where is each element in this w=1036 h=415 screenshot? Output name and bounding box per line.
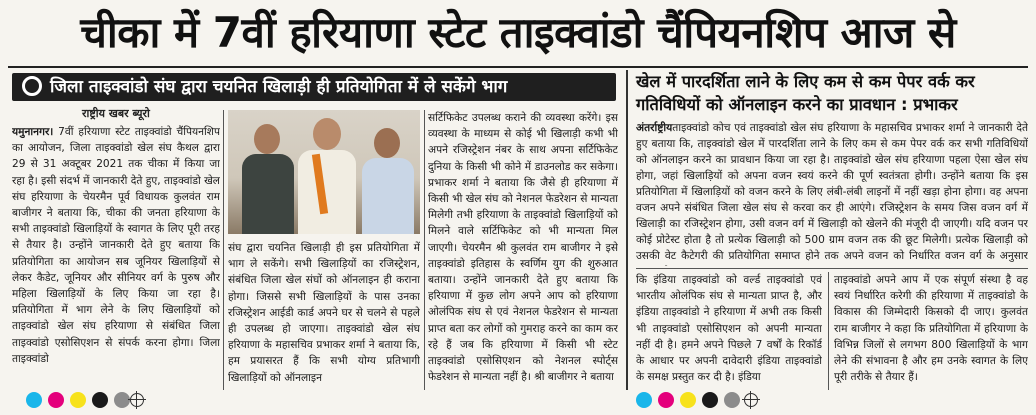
column-6-text: ताइक्वांडो अपने आप में एक संपूर्ण संस्था है वह स्वयं निर्धारित करेगी की हरियाणा में ताइक्वांडो के विकास की जिम्मेदारी किसको दी जाए। कुलवंत राम बाजीगर ने कहा कि प्रतियोगिता में हरियाणा के विभिन्न जिलों से लगभग 800 खिलाड़ियों के भाग लेने की संभावना है और हम उनके स्वागत के लिए पूरी तरीके से तैयार हैं। xyxy=(834,274,1028,384)
article-column-5 xyxy=(636,272,822,390)
article-column-3 xyxy=(428,110,618,390)
subheadline: जिला ताइक्वांडो संघ द्वारा चयनित खिलाड़ी ही प्रतियोगिता में ले सकेंगे भाग xyxy=(50,77,508,97)
photo-person-right xyxy=(362,128,414,234)
column-1-text: 7वीं हरियाणा स्टेट ताइक्वांडो चैंपियनशिप का आयोजन, जिला ताइक्वांडो खेल संघ कैथल द्वारा 29 से 31 अक्टूबर 2021 तक चीका में किया जा रहा है। इसी संदर्भ में जानकारी देते हुए, ताइक्वांडो खेल संघ हरियाणा के चेयरमैन पूर्व विधायक कुलवंत राम बाजीगर ने बताया कि, चीका की जनता हरियाणा के सभी ताइक्वांडो खिलाड़ियों के स्वागत के लिए पूरी तरह से तैयार है। उन्होंने जानकारी देते हुए बताया कि प्रतियोगिता का आयोजन सब जूनियर खिलाड़ियों से लेकर कैडेट, जूनियर और सीनियर वर्ग के पुरुष और महिला खिलाड़ियों के लिए किया जा रहा है। प्रतियोगिता में भाग लेने के लिए खिलाड़ियों को ताइक्वांडो खेल संघ हरियाणा से संबंधित जिला ताइक्वांडो एसोसिएशन से संपर्क करना होगा। जिला ताइक्वांडो xyxy=(12,126,220,365)
magenta-swatch xyxy=(658,392,674,408)
magenta-swatch xyxy=(48,392,64,408)
article-column-1 xyxy=(12,124,220,386)
right-lead-paragraph xyxy=(636,120,1028,266)
black-swatch xyxy=(92,392,108,408)
registration-mark-icon xyxy=(744,393,758,407)
cyan-swatch xyxy=(26,392,42,408)
right-lead-text: ताइक्वांडो कोच एवं ताइक्वांडो खेल संघ हरियाणा के महासचिव प्रभाकर शर्मा ने जानकारी देते हुए बताया कि, ताइक्वांडो खेल में पारदर्शिता लाने के लिए कम से कम पेपर वर्क कर सभी गतिविधियों को ऑनलाइन करने का प्रावधान किया जा रहा है। ताइक्वांडो खेल संघ हरियाणा पहला ऐसा खेल संघ होगा, जहां खिलाड़ियों को अपना वजन स्वयं करने की पूर्ण स्वतंत्रता होगी। उन्होंने बताया कि इस प्रतियोगिता में खिलाड़ियों को वजन करने के लिए लंबी-लंबी लाइनों में नहीं खड़ा होना होगा। वह अपना वजन अपने संबंधित जिला खेल संघ से करवा कर ही आएंगे। रजिस्ट्रेशन के समय जिस वजन वर्ग में खिलाड़ी का रजिस्ट्रेशन होगा, उसी वजन वर्ग में खिलाड़ी को खेलने की मंजूरी दी जाएगी। यदि वजन पर कोई प्रोटेस्ट होता है तो प्रत्येक खिलाड़ी को 500 ग्राम वजन तक की छूट मिलेगी। प्रत्येक खिलाड़ी को उसकी वेट कैटेगरी की प्रतियोगिता समाप्त होने तक अपने वजन को निर्धारित वजन वर्ग के अनुसार xyxy=(636,122,1028,262)
article-column-6 xyxy=(834,272,1028,390)
yellow-swatch xyxy=(680,392,696,408)
column-divider xyxy=(828,272,829,390)
subheadline-bar xyxy=(12,73,616,101)
news-photo xyxy=(228,110,420,234)
column-divider xyxy=(223,110,224,390)
right-dateline: अंतर्राष्ट्रीय xyxy=(636,122,673,134)
section-divider xyxy=(626,70,628,390)
gray-swatch xyxy=(724,392,740,408)
right-headline: खेल में पारदर्शिता लाने के लिए कम से कम पेपर वर्क कर गतिविधियों को ऑनलाइन करने का प्रावधान : प्रभाकर xyxy=(636,72,975,114)
yellow-swatch xyxy=(70,392,86,408)
column-5-text: कि इंडिया ताइक्वांडो को वर्ल्ड ताइक्वांडो एवं भारतीय ओलंपिक संघ से मान्यता प्राप्त है, और इंडिया ताइक्वांडो ने हरियाणा में अभी तक किसी भी ताइक्वांडो एसोसिएशन को अपनी मान्यता नहीं दी है। हमने अपने पिछले 7 वर्षों के रिकॉर्ड के आधार पर अपनी दावेदारी इंडिया ताइक्वांडो के समक्ष प्रस्तुत कर दी है। इंडिया xyxy=(636,274,822,384)
column-divider xyxy=(424,110,425,390)
gray-swatch xyxy=(114,392,130,408)
dateline: यमुनानगर। xyxy=(12,126,54,138)
headline: चीका में 7वीं हरियाणा स्टेट ताइक्वांडो चैंपियनशिप आज से xyxy=(80,8,956,57)
photo-person-left xyxy=(242,124,294,234)
photo-person-center xyxy=(298,118,356,234)
registration-mark-icon xyxy=(130,393,144,407)
print-color-bar-left xyxy=(26,392,136,408)
bullet-circle-icon xyxy=(22,76,42,96)
cyan-swatch xyxy=(636,392,652,408)
bureau-credit: राष्ट्रीय खबर ब्यूरो xyxy=(82,107,150,120)
column-3-text: सर्टिफिकेट उपलब्ध कराने की व्यवस्था करेंगे। इस व्यवस्था के माध्यम से कोई भी खिलाड़ी कभी भी अपने रजिस्ट्रेशन नंबर के साथ अपना सर्टिफिकेट दुनिया के किसी भी कोने में डाउनलोड कर सकेगा। प्रभाकर शर्मा ने बताया कि जैसे ही हरियाणा में किसी भी खेल संघ को नेशनल फेडरेशन से मान्यता मिलेगी तभी हरियाणा के ताइक्वांडो खिलाड़ियों को मिलने वाले सर्टिफिकेट को भी मान्यता मिल जाएगी। चेयरमैन श्री कुलवंत राम बाजीगर ने इसे ताइक्वांडो इतिहास के स्वर्णिम युग की शुरुआत बताया। उन्होंने जानकारी देते हुए बताया कि हरियाणा में कुछ लोग अपने आप को हरियाणा ओलंपिक संघ से एवं नेशनल फेडरेशन से मान्यता प्राप्त बता कर लोगों को गुमराह करने का काम कर रहे हैं जब कि हरियाणा में किसी भी स्टेट ताइक्वांडो एसोसिएशन को नेशनल स्पोर्ट्स फेडरेशन से मान्यता नहीं है। श्री बाजीगर ने बताया xyxy=(428,112,618,384)
print-color-bar-right xyxy=(636,392,746,408)
right-section-rule xyxy=(636,268,1028,269)
black-swatch xyxy=(702,392,718,408)
headline-rule xyxy=(8,66,1028,68)
column-2-text: संघ द्वारा चयनित खिलाड़ी ही इस प्रतियोगिता में भाग ले सकेंगे। सभी खिलाड़ियों का रजिस्ट्रेशन, संबंधित जिला खेल संघों को ऑनलाइन ही कराना होगा। जिससे सभी खिलाड़ियों के पास उनका रजिस्ट्रेशन आईडी कार्ड अपने घर से चलने से पहले ही उपलब्ध हो जाएगा। ताइक्वांडो खेल संघ हरियाणा के महासचिव प्रभाकर शर्मा ने बताया कि, हम प्रयासरत हैं कि सभी योग्य प्रतिभागी खिलाड़ियों को ऑनलाइन xyxy=(228,242,420,384)
article-column-2 xyxy=(228,240,420,390)
